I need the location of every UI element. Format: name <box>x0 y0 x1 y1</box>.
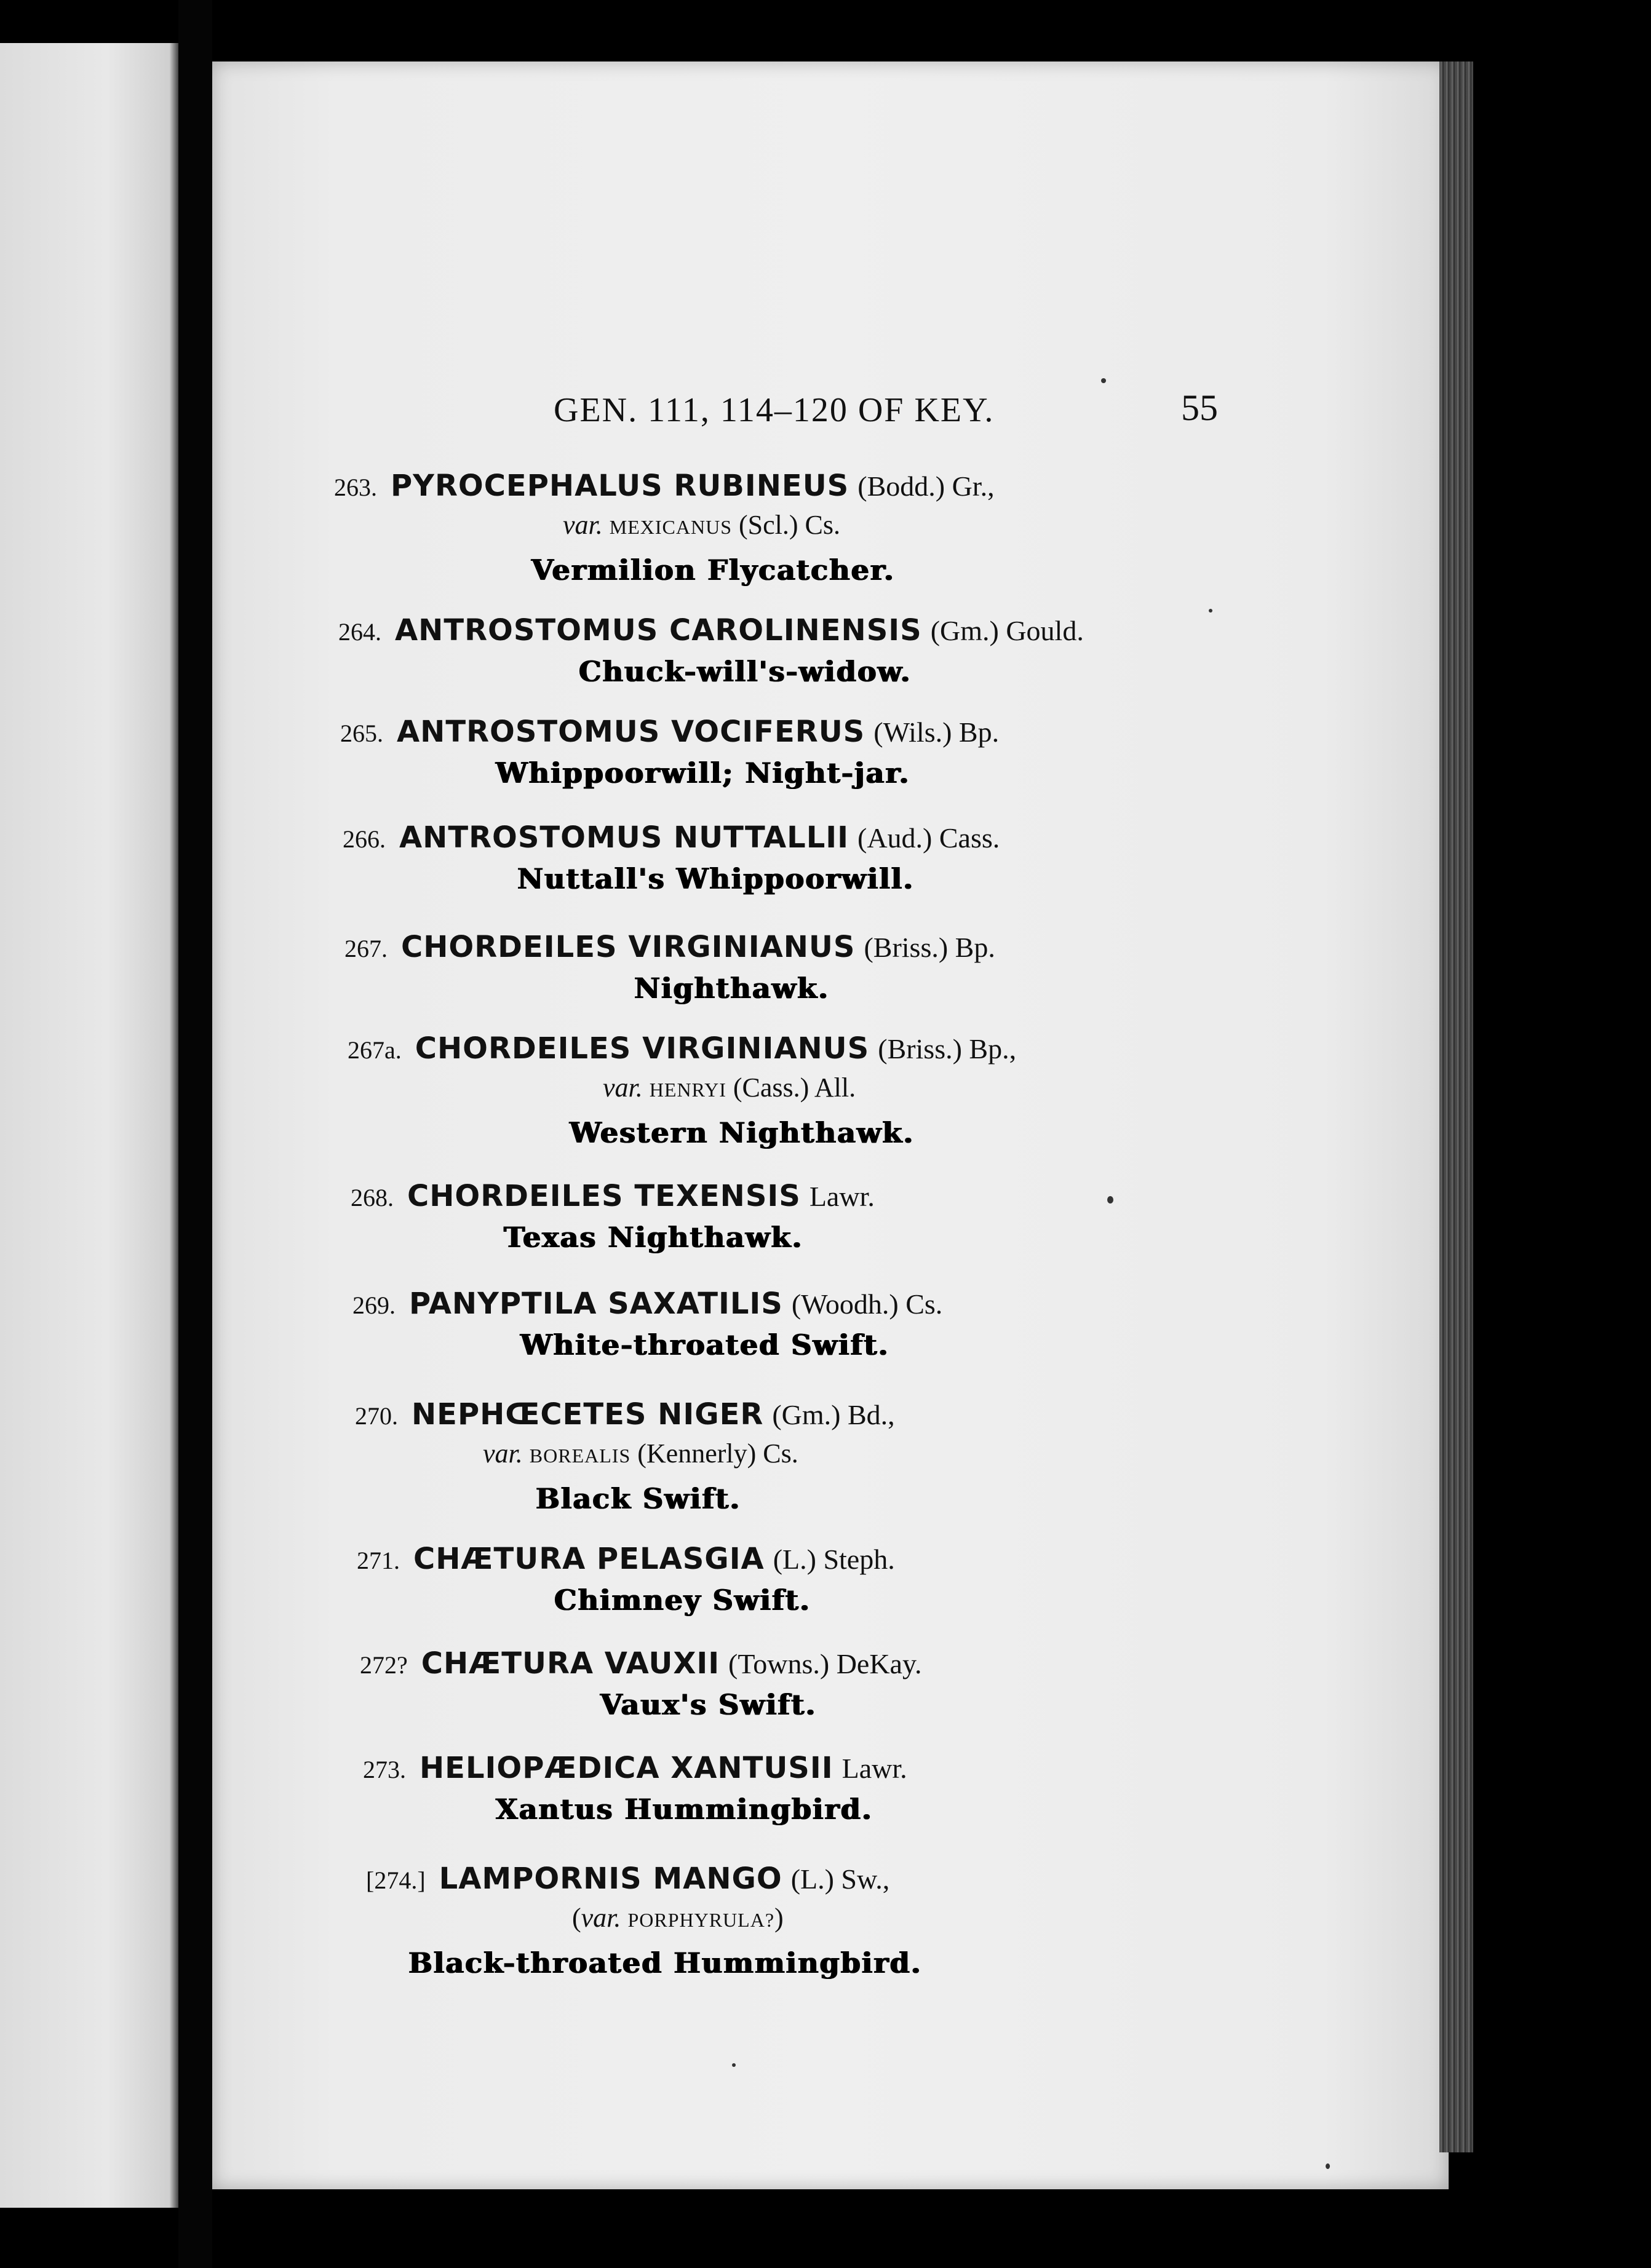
authority: (Gm.) Gould. <box>930 615 1084 646</box>
scientific-name: CHÆTURA VAUXII <box>421 1646 720 1681</box>
print-speck <box>1107 1196 1113 1203</box>
entry-number: 272? <box>360 1651 408 1679</box>
facing-page-edge <box>0 43 178 2208</box>
variety-line: var. BOREALIS (Kennerly) Cs. <box>483 1438 798 1469</box>
scientific-name: PYROCEPHALUS RUBINEUS <box>391 469 849 503</box>
entry-number: 269. <box>352 1291 396 1319</box>
book-page <box>212 61 1449 2189</box>
authority: (Briss.) Bp. <box>864 932 995 963</box>
common-name: Chuck-will's-widow. <box>578 655 911 688</box>
common-name: Chimney Swift. <box>554 1584 811 1617</box>
authority: Lawr. <box>809 1181 875 1212</box>
authority: (L.) Steph. <box>773 1544 895 1575</box>
scientific-name: CHORDEILES VIRGINIANUS <box>401 930 856 964</box>
entry-number: 270. <box>355 1402 398 1430</box>
variety-name: BOREALIS <box>529 1445 631 1467</box>
variety-name: PORPHYRULA? <box>627 1909 775 1931</box>
page-number: 55 <box>1181 387 1218 428</box>
authority: (Briss.) Bp., <box>878 1033 1017 1065</box>
entry-number: 267a. <box>348 1036 402 1064</box>
common-name: Black-throated Hummingbird. <box>408 1946 921 1980</box>
common-name: Black Swift. <box>535 1482 741 1515</box>
page-edge-strip <box>1439 61 1473 2152</box>
authority: (Wils.) Bp. <box>873 716 1000 748</box>
variety-name: HENRYI <box>649 1079 726 1101</box>
entry-number: 268. <box>351 1184 394 1211</box>
entry-number: [274.] <box>366 1866 426 1894</box>
common-name: Western Nighthawk. <box>569 1116 914 1149</box>
authority: (Towns.) DeKay. <box>728 1648 922 1679</box>
scientific-name: NEPHŒCETES NIGER <box>412 1397 764 1432</box>
common-name: Xantus Hummingbird. <box>495 1793 872 1826</box>
entry-number: 266. <box>343 825 386 853</box>
common-name: Vermilion Flycatcher. <box>531 553 894 587</box>
scientific-name: ANTROSTOMUS NUTTALLII <box>399 820 849 855</box>
print-speck <box>732 2063 736 2067</box>
print-speck <box>1209 609 1212 613</box>
print-speck <box>1326 2163 1330 2169</box>
print-speck <box>1101 378 1106 383</box>
scientific-name: CHORDEILES VIRGINIANUS <box>415 1031 870 1066</box>
scientific-name: CHORDEILES TEXENSIS <box>407 1179 801 1213</box>
scientific-name: ANTROSTOMUS VOCIFERUS <box>397 715 865 749</box>
variety-name: MEXICANUS <box>609 516 733 538</box>
authority: (Woodh.) Cs. <box>791 1288 943 1320</box>
running-head <box>212 387 1449 440</box>
entry-number: 265. <box>340 720 383 747</box>
common-name: Vaux's Swift. <box>600 1688 816 1721</box>
common-name: Nighthawk. <box>634 972 829 1005</box>
common-name: Whippoorwill; Night-jar. <box>495 756 910 790</box>
variety-line: (var. PORPHYRULA?) <box>572 1903 784 1933</box>
authority: (Bodd.) Gr., <box>857 470 995 502</box>
authority: (Aud.) Cass. <box>857 822 1000 854</box>
common-name: White-throated Swift. <box>520 1328 889 1362</box>
entry-number: 264. <box>338 618 381 646</box>
authority: Lawr. <box>841 1753 907 1784</box>
variety-line: var. MEXICANUS (Scl.) Cs. <box>563 510 841 540</box>
common-name: Nuttall's Whippoorwill. <box>517 862 914 895</box>
authority: (Gm.) Bd., <box>772 1399 895 1430</box>
book-gutter <box>178 0 212 2268</box>
entry-number: 263. <box>334 474 377 501</box>
entry-number: 267. <box>344 935 388 962</box>
scientific-name: HELIOPÆDICA XANTUSII <box>420 1751 833 1785</box>
scientific-name: PANYPTILA SAXATILIS <box>409 1287 783 1321</box>
running-head-text: GEN. 111, 114–120 OF KEY. <box>554 391 995 429</box>
scientific-name: ANTROSTOMUS CAROLINENSIS <box>395 613 922 648</box>
common-name: Texas Nighthawk. <box>503 1221 803 1254</box>
entry-number: 273. <box>363 1756 406 1783</box>
variety-line: var. HENRYI (Cass.) All. <box>603 1073 856 1103</box>
entry-number: 271. <box>357 1547 400 1574</box>
authority: (L.) Sw., <box>790 1863 890 1895</box>
scientific-name: LAMPORNIS MANGO <box>439 1862 782 1896</box>
scientific-name: CHÆTURA PELASGIA <box>413 1542 765 1576</box>
